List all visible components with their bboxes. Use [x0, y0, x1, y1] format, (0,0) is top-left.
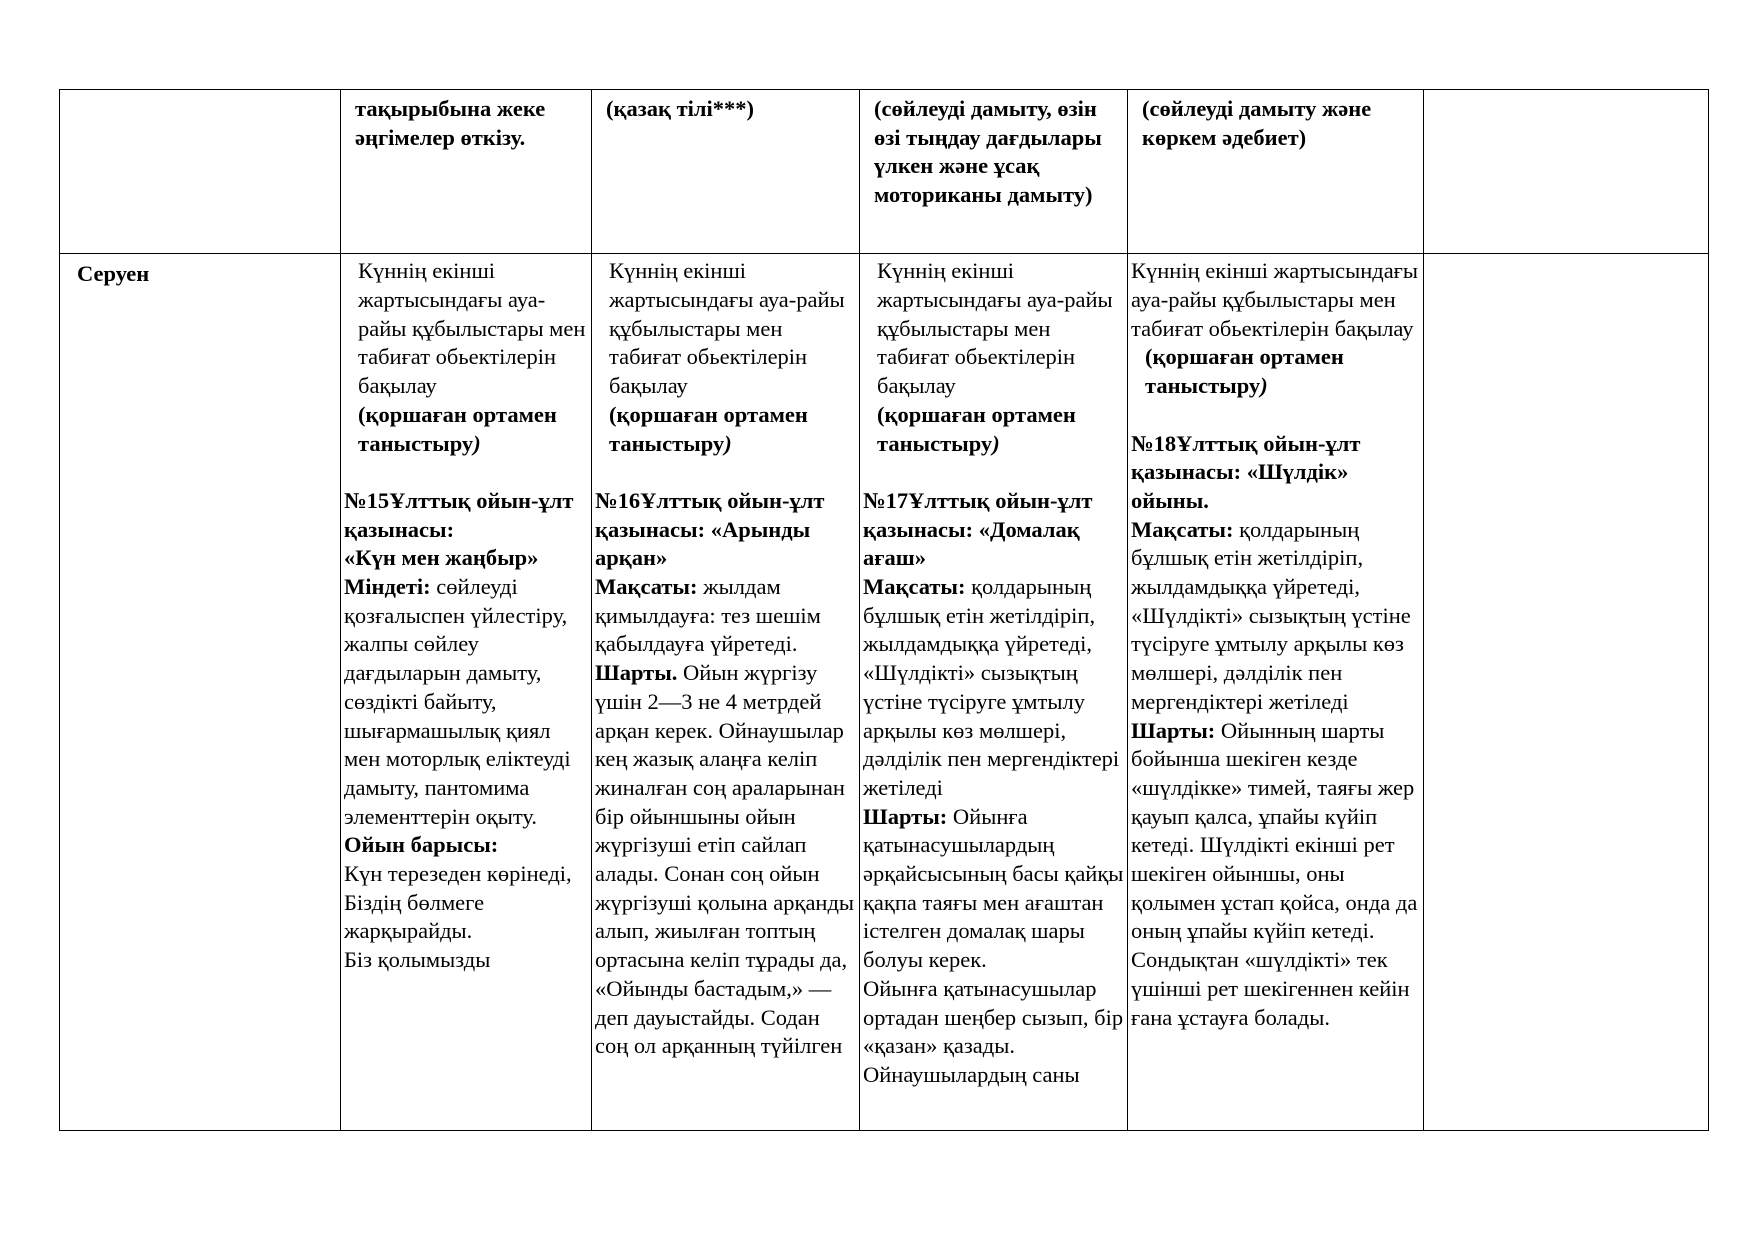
rules-paragraph: Шарты. Ойын жүргізу үшін 2—3 не 4 метрдей арқан керек. Ойнаушылар кең жазық алаңға келіп жиналған соң араларынан бір ойыншыны ойын жүргізуші етіп сайлап алады. Сонан соң ойын жүргізуші қолына арқанды алып, жиылған топтың ортасына келіп тұрады да, «Ойынды бастадым,» — деп дауыстайды. Содан соң ол арқанның түйілген [595, 660, 855, 1059]
table-cell [1424, 254, 1709, 1131]
progress-label: Ойын барысы: [344, 832, 499, 858]
poem-line: Біздің бөлмеге жарқырайды. [344, 889, 485, 944]
observation-text: Күннің екінші жартысындағы ауа-райы құбылыстары мен табиғат обьектілерін бақылау [1131, 258, 1419, 341]
game-title: №17Ұлттық ойын-ұлт қазынасы: «Домалақ ағаш» [863, 487, 1093, 571]
goal-paragraph: Мақсаты: жылдам қимылдауға: тез шешім қабылдауға үйретеді. [595, 574, 821, 657]
extra-paragraph: Ойынға қатынасушылар ортадан шеңбер сызып, бір «қазан» қазады. Ойнаушылардың саны [863, 975, 1124, 1087]
task-paragraph: Міндеті: сөйлеуді қозғалыспен үйлестіру, жалпы сөйлеу дағдыларын дамыту, сөздікті байыту, шығармашылық қиял мен моторлық еліктеуді дамыту, пантомима элементтерін оқыту. [344, 574, 571, 829]
table-cell [592, 90, 860, 254]
row-label-cell [60, 90, 341, 254]
subject-label: (қоршаған ортамен таныстыру) [609, 401, 808, 456]
game-title: №15Ұлттық ойын-ұлт қазынасы: [344, 487, 574, 542]
table-row [60, 90, 1709, 254]
observation-text: Күннің екінші жартысындағы ауа-райы құбылыстары мен табиғат обьектілерін бақылау [358, 258, 586, 399]
table-row [60, 254, 1709, 1131]
poem-line: Біз қолымызды [344, 947, 491, 973]
subject-label: (қоршаған ортамен таныстыру) [358, 401, 557, 456]
game-title: №18Ұлттық ойын-ұлт қазынасы: «Шүлдік» ойыны. [1131, 430, 1361, 513]
cell-text [1424, 254, 1708, 257]
table-cell [1128, 90, 1424, 254]
row-label-cell [60, 254, 341, 1131]
table-cell [1424, 90, 1709, 254]
row-label: Серуен [77, 261, 150, 287]
goal-paragraph: Мақсаты: қолдарының бұлшық етін жетілдіріп, жылдамдыққа үйретеді, «Шүлдікті» сызықтың үстіне түсіруге ұмтылу арқылы көз мөлшері, дәлділік пен мергендіктері жетіледі [863, 574, 1120, 800]
cell-text: (қазақ тілі***) [606, 96, 755, 121]
subject-label: (қоршаған ортамен таныстыру) [1145, 344, 1344, 399]
subject-label: (қоршаған ортамен таныстыру) [877, 401, 1076, 456]
cell-text: (сөйлеуді дамыту, өзін өзі тыңдау дағдылары үлкен және ұсақ моториканы дамыту) [874, 96, 1102, 208]
cell-text [1424, 90, 1708, 95]
cell-text: (сөйлеуді дамыту және көркем әдебиет) [1142, 96, 1372, 150]
rules-paragraph: Шарты: Ойынның шарты бойынша шекіген кезде «шүлдікке» тимей, таяғы жер қауып қалса, ұпайы күйіп кетеді. Шүлдікті екінші рет шекіген ойыншы, оны қолымен ұстап қойса, онда да оның ұпайы күйіп кетеді. Сондықтан «шүлдікті» тек үшінші рет шекігеннен кейін ғана ұстауға болады. [1131, 717, 1418, 1030]
table-cell [592, 254, 860, 1131]
schedule-table [59, 89, 1709, 1131]
observation-text: Күннің екінші жартысындағы ауа-райы құбылыстары мен табиғат обьектілерін бақылау [877, 258, 1113, 399]
rules-paragraph: Шарты: Ойынға қатынасушылардың әрқайсысының басы қайқы қақпа таяғы мен ағаштан істелген домалақ шары болуы керек. [863, 803, 1124, 973]
row-label [60, 90, 340, 96]
table-cell [860, 254, 1128, 1131]
table-cell [341, 90, 592, 254]
table-cell [1128, 254, 1424, 1131]
goal-paragraph: Мақсаты: қолдарының бұлшық етін жетілдіріп, жылдамдыққа үйретеді, «Шүлдікті» сызықтың үстіне түсіруге ұмтылу арқылы көз мөлшері, дәлділік пен мергендіктері жетіледі [1131, 516, 1411, 714]
game-title: №16Ұлттық ойын-ұлт қазынасы: «Арынды арқан» [595, 487, 825, 571]
table-cell [860, 90, 1128, 254]
observation-text: Күннің екінші жартысындағы ауа-райы құбылыстары мен табиғат обьектілерін бақылау [609, 258, 845, 399]
game-name: «Күн мен жаңбыр» [344, 545, 539, 571]
table-cell [341, 254, 592, 1131]
cell-text: тақырыбына жеке әңгімелер өткізу. [355, 96, 546, 150]
poem-line: Күн терезеден көрінеді, [344, 861, 572, 887]
